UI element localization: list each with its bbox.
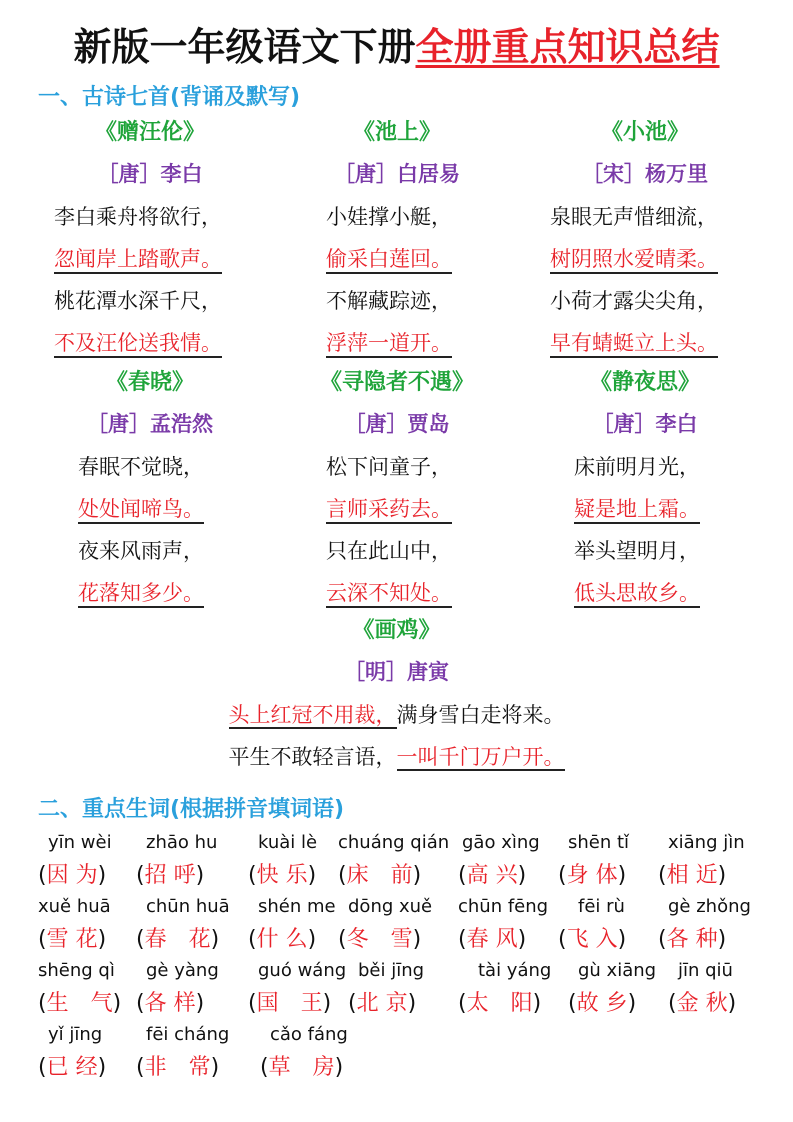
poem-line-answer: 忽闻岸上踏歌声。 [30,238,270,280]
word: (冬 雪) [338,927,422,952]
poem-title: 《赠汪伦》 [94,120,205,145]
poem-line: 泉眼无声惜细流， [550,205,718,229]
poem-author: ［唐］李白 [97,162,203,186]
word: (飞 入) [558,927,627,952]
pinyin: kuài lè [258,832,318,853]
poem-title: 《画鸡》 [352,618,441,643]
pinyin: gù xiāng [578,960,657,981]
word: (春 花) [136,927,220,952]
word: (什 么) [248,927,317,952]
word: (金 秋) [668,991,737,1016]
poem-line-answer: 早有蜻蜓立上头。 [520,322,770,364]
word: (招 呼) [136,863,205,888]
pinyin: jīn qiū [678,960,733,981]
word: (因 为) [38,863,107,888]
poem-line-answer: 花落知多少。 [30,572,270,614]
word: (已 经) [38,1055,107,1080]
vocab-row [38,1024,768,1088]
pinyin: shén me [258,896,336,917]
poem-line-answer: 低头思故乡。 [520,572,770,614]
poem-title: 《小池》 [600,120,689,145]
poem-line-answer: 浮萍一道开。 [272,322,522,364]
pinyin: gè zhǒng [668,896,751,917]
pinyin: tài yáng [478,960,552,981]
vocab-row [38,896,768,960]
pinyin: xuě huā [38,896,111,917]
vocab-grid [38,832,768,1088]
poem-line: 只在此山中， [326,539,452,563]
word: (非 常) [136,1055,220,1080]
poem-zeng-wang-lun [30,114,270,364]
pinyin: cǎo fáng [270,1024,348,1045]
poem-line: 举头望明月， [574,539,700,563]
pinyin: fēi cháng [146,1024,230,1045]
pinyin: chūn huā [146,896,230,917]
poem-author: ［明］唐寅 [344,660,449,684]
poem-jing-ye-si [520,364,770,614]
poem-title: 《静夜思》 [589,370,700,395]
poem-line: 夜来风雨声， [78,539,204,563]
word: (太 阳) [458,991,542,1016]
vocab-row [38,960,768,1024]
poem-line: 李白乘舟将欲行， [54,205,222,229]
pinyin: guó wáng [258,960,347,981]
poem-title: 《池上》 [352,120,441,145]
poem-line-answer: 云深不知处。 [272,572,522,614]
vocab-row [38,832,768,896]
word: (床 前) [338,863,422,888]
pinyin: shēn tǐ [568,832,630,853]
poem-author: ［宋］杨万里 [582,162,708,186]
title-red: 全册重点知识总结 [415,25,720,69]
pinyin: yǐ jīng [48,1024,103,1045]
poem-line-answer: 处处闻啼鸟。 [30,488,270,530]
poem-line: 不解藏踪迹， [326,289,452,313]
word: (北 京) [348,991,417,1016]
word: (快 乐) [248,863,317,888]
poem-line-answer: 头上红冠不用裁， [228,703,397,727]
word: (各 样) [136,991,205,1016]
page-title [0,16,793,71]
poem-chi-shang [272,114,522,364]
word: (春 风) [458,927,527,952]
pinyin: gè yàng [146,960,219,981]
pinyin: běi jīng [358,960,425,981]
word: (相 近) [658,863,727,888]
poem-line: 小娃撑小艇， [326,205,452,229]
pinyin: fēi rù [578,896,625,917]
word: (生 气) [38,991,122,1016]
poem-line-answer: 不及汪伦送我情。 [30,322,270,364]
poem-line: 松下问童子， [326,455,452,479]
pinyin: yīn wèi [48,832,112,853]
poem-xiao-chi [520,114,770,364]
poem-author: ［唐］李白 [592,412,698,436]
poem-line: 春眠不觉晓， [78,455,204,479]
poem-line-text: 满身雪白走将来。 [396,703,565,727]
poem-line: 桃花潭水深千尺， [54,289,222,313]
poem-title: 《寻隐者不遇》 [319,370,474,395]
poem-line-answer: 偷采白莲回。 [272,238,522,280]
poem-author: ［唐］孟浩然 [87,412,213,436]
word: (高 兴) [458,863,527,888]
poem-chun-xiao [30,364,270,614]
word: (国 王) [248,991,332,1016]
poem-line-answer: 言师采药去。 [272,488,522,530]
pinyin: chūn fēng [458,896,549,917]
poem-line-text: 平生不敢轻言语， [228,745,397,769]
poem-line [0,694,793,736]
poem-line: 床前明月光， [574,455,700,479]
poem-hua-ji [0,612,793,778]
pinyin: chuáng qián [338,832,450,853]
section-heading-poems: 一、古诗七首(背诵及默写) [38,85,301,110]
pinyin: shēng qì [38,960,115,981]
poem-author: ［唐］贾岛 [344,412,450,436]
poem-line-answer: 树阴照水爱晴柔。 [520,238,770,280]
pinyin: zhāo hu [146,832,218,853]
poem-line: 小荷才露尖尖角， [550,289,718,313]
word: (草 房) [260,1055,344,1080]
section-heading-vocab: 二、重点生词(根据拼音填词语) [38,797,345,822]
pinyin: dōng xuě [348,896,433,917]
poem-xun-yin-zhe-bu-yu [272,364,522,614]
poem-line [0,736,793,778]
word: (雪 花) [38,927,107,952]
title-black: 新版一年级语文下册 [73,25,416,69]
word: (各 种) [658,927,727,952]
word: (故 乡) [568,991,637,1016]
pinyin: xiāng jìn [668,832,745,853]
poem-author: ［唐］白居易 [334,162,460,186]
word: (身 体) [558,863,627,888]
pinyin: gāo xìng [462,832,540,853]
poem-line-answer: 疑是地上霜。 [520,488,770,530]
poem-title: 《春晓》 [105,370,194,395]
poem-line-answer: 一叫千门万户开。 [396,745,565,769]
